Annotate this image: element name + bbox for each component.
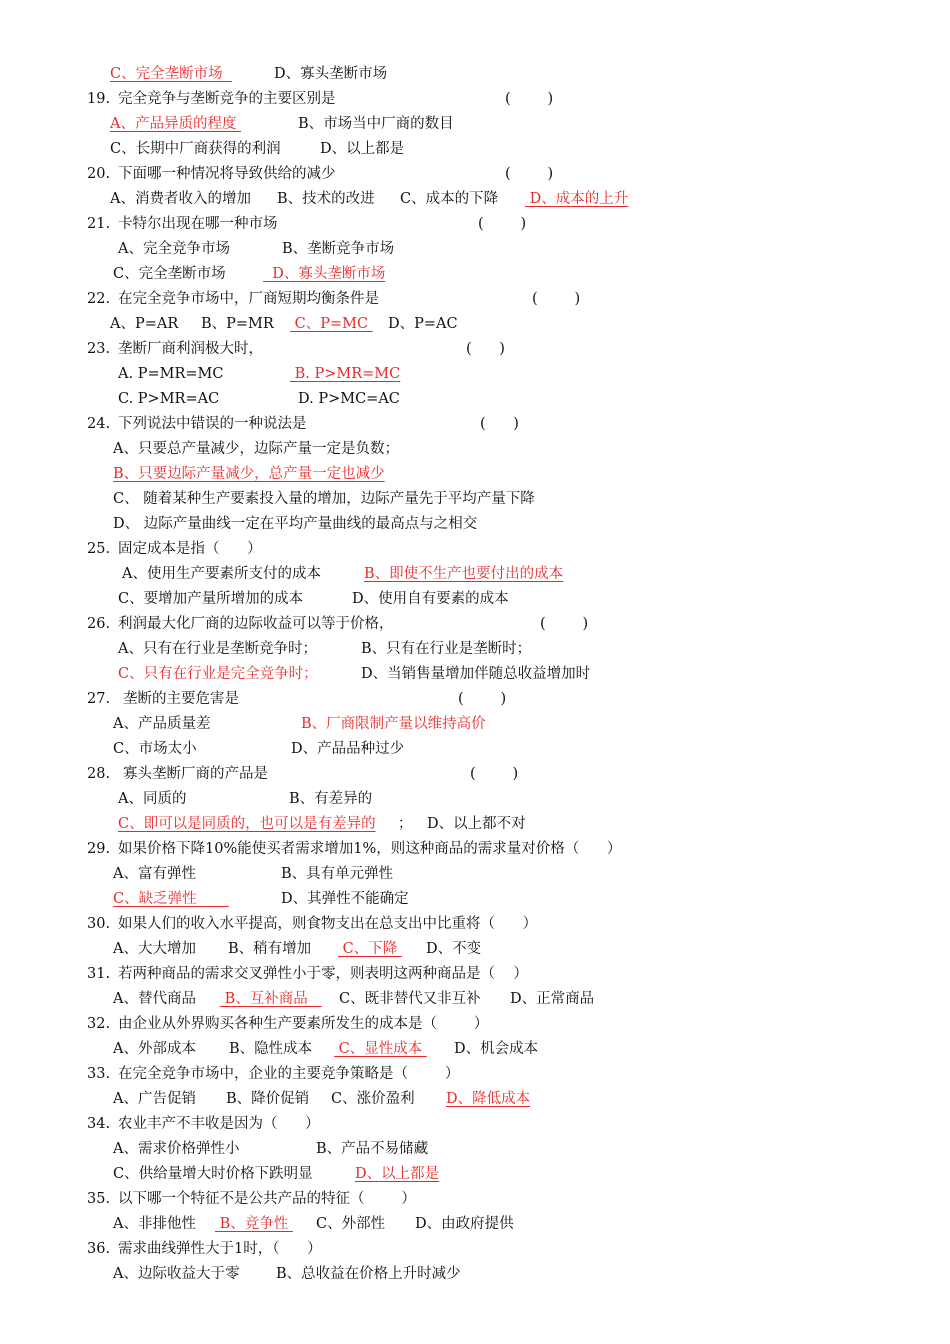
line-segment: 垄断厂商利润极大时，: [118, 341, 263, 357]
answer-text: D、成本的上升: [525, 191, 629, 207]
line-segment: C、外部性: [316, 1216, 386, 1232]
line-segment: D、 边际产量曲线一定在平均产量曲线的最高点与之相交: [113, 516, 478, 532]
line-segment: A、完全竞争市场: [118, 241, 230, 257]
line-segment: C、长期中厂商获得的利润: [110, 141, 281, 157]
line-segment: B、垄断竞争市场: [282, 241, 395, 257]
line-segment: C、 随着某种生产要素投入量的增加，边际产量先于平均产量下降: [113, 491, 535, 507]
answer-text: D、寡头垄断市场: [263, 266, 386, 282]
line-segment: B、技术的改进: [277, 191, 375, 207]
line-segment: A. P=MR=MC: [118, 366, 224, 382]
answer-text: B、互补商品: [220, 991, 322, 1007]
line-segment: C、既非替代又非互补: [339, 991, 481, 1007]
answer-text: C、下降: [338, 941, 402, 957]
line-segment: A、只有在行业是垄断竞争时；: [118, 641, 317, 657]
line-segment: 寡头垄断厂商的产品是: [123, 766, 268, 782]
line-segment: C、涨价盈利: [331, 1091, 415, 1107]
line-segment: ；: [398, 816, 413, 832]
line-segment: D、以上都不对: [427, 816, 526, 832]
line-segment: 完全竞争与垄断竞争的主要区别是: [118, 91, 336, 107]
line-segment: ( ): [505, 91, 554, 107]
line-segment: A、消费者收入的增加: [110, 191, 251, 207]
line-segment: 如果人们的收入水平提高，则食物支出在总支出中比重将（ ）: [118, 916, 538, 932]
line-segment: 32.: [87, 1016, 111, 1032]
line-segment: D、以上都是: [320, 141, 405, 157]
line-segment: 27.: [87, 691, 111, 707]
line-segment: 24.: [87, 416, 111, 432]
line-segment: A、P=AR: [110, 316, 179, 332]
line-segment: ( ): [540, 616, 589, 632]
line-segment: 28.: [87, 766, 111, 782]
answer-text: D、以上都是: [355, 1166, 440, 1182]
line-segment: D、不变: [426, 941, 482, 957]
line-segment: D. P>MC=AC: [298, 391, 400, 407]
line-segment: C、市场太小: [113, 741, 197, 757]
answer-text: D、降低成本: [446, 1091, 531, 1107]
line-segment: 22.: [87, 291, 111, 307]
line-segment: ( ): [478, 216, 527, 232]
line-segment: 29.: [87, 841, 111, 857]
line-segment: A、只要总产量减少，边际产量一定是负数；: [113, 441, 399, 457]
answer-text: B. P>MR=MC: [290, 366, 401, 382]
line-segment: A、富有弹性: [113, 866, 196, 882]
line-segment: 卡特尔出现在哪一种市场: [118, 216, 278, 232]
answer-text: B、竞争性: [215, 1216, 293, 1232]
line-segment: C、成本的下降: [400, 191, 499, 207]
line-segment: ( ): [480, 416, 519, 432]
line-segment: D、机会成本: [454, 1041, 539, 1057]
line-segment: 在完全竞争市场中，厂商短期均衡条件是: [118, 291, 379, 307]
answer-text: C、只有在行业是完全竞争时；: [118, 666, 318, 682]
line-segment: C、完全垄断市场: [113, 266, 226, 282]
line-segment: B、市场当中厂商的数目: [298, 116, 454, 132]
line-segment: A、同质的: [118, 791, 187, 807]
line-segment: 23.: [87, 341, 111, 357]
line-segment: 19.: [87, 91, 111, 107]
line-segment: A、替代商品: [113, 991, 196, 1007]
line-segment: 需求曲线弹性大于1时，（ ）: [118, 1241, 322, 1257]
line-segment: C、要增加产量所增加的成本: [118, 591, 304, 607]
line-segment: 利润最大化厂商的边际收益可以等于价格，: [118, 616, 394, 632]
line-segment: ( ): [505, 166, 554, 182]
line-segment: 20.: [87, 166, 111, 182]
answer-text: A、产品异质的程度: [110, 116, 242, 132]
line-segment: A、边际收益大于零: [113, 1266, 240, 1282]
line-segment: D、产品品种过少: [291, 741, 405, 757]
answer-text: C、完全垄断市场: [110, 66, 232, 82]
line-segment: A、广告促销: [113, 1091, 196, 1107]
line-segment: B、隐性成本: [229, 1041, 313, 1057]
line-segment: 21.: [87, 216, 111, 232]
answer-text: B、只要边际产量减少，总产量一定也减少: [113, 466, 385, 482]
line-segment: A、产品质量差: [113, 716, 211, 732]
line-segment: A、外部成本: [113, 1041, 196, 1057]
line-segment: B、稍有增加: [228, 941, 312, 957]
line-segment: 在完全竞争市场中，企业的主要竞争策略是（ ）: [118, 1066, 460, 1082]
line-segment: 下面哪一种情况将导致供给的减少: [118, 166, 336, 182]
answer-text: B、即使不生产也要付出的成本: [364, 566, 564, 582]
line-segment: 以下哪一个特征不是公共产品的特征（ ）: [118, 1191, 416, 1207]
line-segment: B、产品不易储藏: [316, 1141, 429, 1157]
line-segment: 25.: [87, 541, 111, 557]
answer-text: C、即可以是同质的，也可以是有差异的: [118, 816, 376, 832]
line-segment: 34.: [87, 1116, 111, 1132]
line-segment: ( ): [466, 341, 505, 357]
answer-text: C、显性成本: [334, 1041, 427, 1057]
line-segment: B、总收益在价格上升时减少: [276, 1266, 461, 1282]
line-segment: 若两种商品的需求交叉弹性小于零，则表明这两种商品是（ ）: [118, 966, 528, 982]
line-segment: 36.: [87, 1241, 111, 1257]
line-segment: D、由政府提供: [415, 1216, 514, 1232]
line-segment: D、使用自有要素的成本: [352, 591, 509, 607]
line-segment: 30.: [87, 916, 111, 932]
line-segment: A、需求价格弹性小: [113, 1141, 240, 1157]
line-segment: D、当销售量增加伴随总收益增加时: [361, 666, 591, 682]
line-segment: 固定成本是指（ ）: [118, 541, 262, 557]
line-segment: B、只有在行业是垄断时；: [361, 641, 532, 657]
answer-text: C、缺乏弹性: [113, 891, 229, 907]
line-segment: B、降价促销: [226, 1091, 310, 1107]
line-segment: A、使用生产要素所支付的成本: [122, 566, 321, 582]
line-segment: 26.: [87, 616, 111, 632]
line-segment: B、P=MR: [201, 316, 274, 332]
line-segment: 31.: [87, 966, 111, 982]
answer-text: B、厂商限制产量以维持高价: [301, 716, 486, 732]
line-segment: B、有差异的: [289, 791, 373, 807]
line-segment: C、供给量增大时价格下跌明显: [113, 1166, 313, 1182]
line-segment: 如果价格下降10%能使买者需求增加1%，则这种商品的需求量对价格（ ）: [118, 841, 622, 857]
line-segment: A、非排他性: [113, 1216, 196, 1232]
line-segment: D、寡头垄断市场: [274, 66, 388, 82]
line-segment: 下列说法中错误的一种说法是: [118, 416, 307, 432]
line-segment: 33.: [87, 1066, 111, 1082]
line-segment: 由企业从外界购买各种生产要素所发生的成本是（ ）: [118, 1016, 489, 1032]
line-segment: D、P=AC: [388, 316, 458, 332]
line-segment: ( ): [532, 291, 581, 307]
line-segment: ( ): [458, 691, 507, 707]
line-segment: C. P>MR=AC: [118, 391, 220, 407]
line-segment: D、正常商品: [510, 991, 595, 1007]
line-segment: B、具有单元弹性: [281, 866, 394, 882]
line-segment: 垄断的主要危害是: [123, 691, 239, 707]
line-segment: ( ): [470, 766, 519, 782]
line-segment: A、大大增加: [113, 941, 196, 957]
line-segment: D、其弹性不能确定: [281, 891, 409, 907]
line-segment: 35.: [87, 1191, 111, 1207]
line-segment: 农业丰产不丰收是因为（ ）: [118, 1116, 320, 1132]
answer-text: C、P=MC: [290, 316, 373, 332]
